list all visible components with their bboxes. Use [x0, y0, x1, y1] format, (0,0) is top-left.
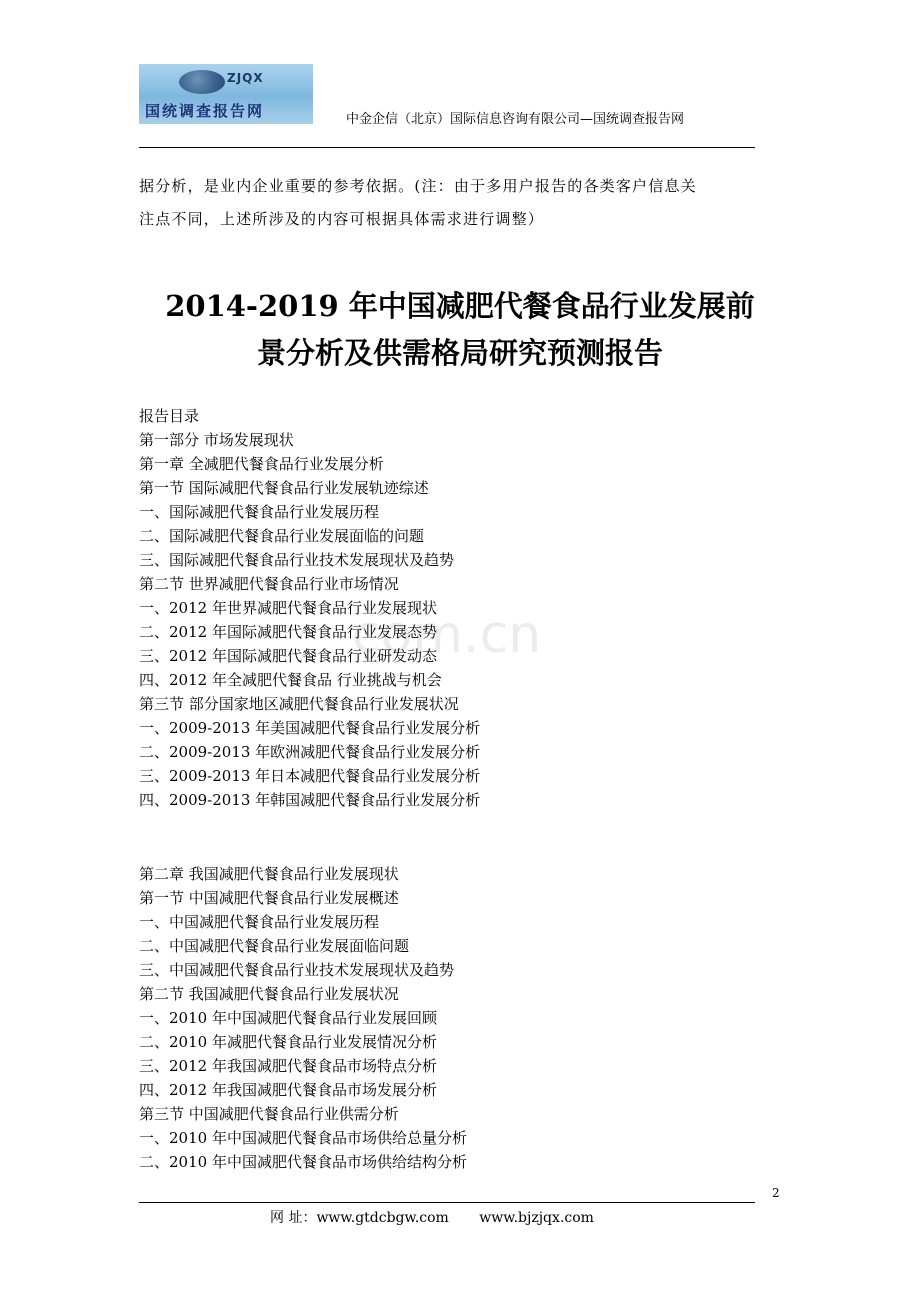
header-company-name: 中金企信（北京）国际信息咨询有限公司—国统调查报告网	[346, 112, 685, 127]
toc-line: 二、国际减肥代餐食品行业发展面临的问题	[139, 527, 425, 545]
toc-line: 一、中国减肥代餐食品行业发展历程	[139, 913, 380, 931]
toc-line: 第一章 全减肥代餐食品行业发展分析	[139, 455, 384, 473]
toc-line: 三、中国减肥代餐食品行业技术发展现状及趋势	[139, 961, 455, 979]
toc-line: 二、2010 年减肥代餐食品行业发展情况分析	[139, 1033, 437, 1051]
toc-line: 第一节 中国减肥代餐食品行业发展概述	[139, 889, 399, 907]
toc-line: 第二章 我国减肥代餐食品行业发展现状	[139, 865, 399, 883]
toc-line: 四、2012 年我国减肥代餐食品市场发展分析	[139, 1081, 437, 1099]
toc-line: 三、2009-2013 年日本减肥代餐食品行业发展分析	[139, 767, 481, 785]
toc-line: 一、国际减肥代餐食品行业发展历程	[139, 503, 380, 521]
watermark: com.cn	[352, 605, 542, 665]
toc-line: 二、2012 年国际减肥代餐食品行业发展态势	[139, 623, 437, 641]
logo-brand: ZJQX	[227, 71, 264, 85]
toc-line: 二、中国减肥代餐食品行业发展面临问题	[139, 937, 410, 955]
company-logo	[139, 64, 313, 124]
table-of-contents-part2	[139, 862, 759, 1174]
intro-paragraph	[139, 170, 759, 236]
toc-line: 一、2010 年中国减肥代餐食品市场供给总量分析	[139, 1129, 467, 1147]
toc-line: 二、2009-2013 年欧洲减肥代餐食品行业发展分析	[139, 743, 481, 761]
toc-line: 四、2012 年全减肥代餐食品 行业挑战与机会	[139, 671, 442, 689]
header-divider	[139, 147, 755, 148]
toc-line: 第三节 中国减肥代餐食品行业供需分析	[139, 1105, 399, 1123]
toc-line: 三、2012 年我国减肥代餐食品市场特点分析	[139, 1057, 437, 1075]
footer	[270, 1207, 620, 1227]
toc-line: 四、2009-2013 年韩国减肥代餐食品行业发展分析	[139, 791, 481, 809]
title-line: 2014-2019 年中国减肥代餐食品行业发展前	[165, 289, 755, 323]
intro-line: 注点不同，上述所涉及的内容可根据具体需求进行调整）	[139, 210, 545, 228]
globe-icon	[179, 70, 225, 94]
footer-divider	[139, 1202, 755, 1203]
toc-line: 第三节 部分国家地区减肥代餐食品行业发展状况	[139, 695, 459, 713]
toc-line: 三、国际减肥代餐食品行业技术发展现状及趋势	[139, 551, 455, 569]
intro-line: 据分析，是业内企业重要的参考依据。(注：由于多用户报告的各类客户信息关	[139, 177, 697, 195]
toc-line: 第二节 我国减肥代餐食品行业发展状况	[139, 985, 399, 1003]
title-line: 景分析及供需格局研究预测报告	[256, 336, 663, 370]
footer-url-secondary: www.bjzjqx.com	[479, 1210, 594, 1226]
toc-line: 第二节 世界减肥代餐食品行业市场情况	[139, 575, 399, 593]
toc-line: 报告目录	[139, 407, 200, 425]
page-number: 2	[772, 1186, 780, 1200]
report-title	[120, 283, 800, 377]
toc-line: 第一部分 市场发展现状	[139, 431, 294, 449]
toc-line: 第一节 国际减肥代餐食品行业发展轨迹综述	[139, 479, 429, 497]
toc-line: 一、2010 年中国减肥代餐食品行业发展回顾	[139, 1009, 437, 1027]
toc-line: 二、2010 年中国减肥代餐食品市场供给结构分析	[139, 1153, 467, 1171]
toc-line: 一、2009-2013 年美国减肥代餐食品行业发展分析	[139, 719, 481, 737]
footer-url-primary: 网 址：www.gtdcbgw.com	[270, 1210, 449, 1226]
toc-line: 一、2012 年世界减肥代餐食品行业发展现状	[139, 599, 437, 617]
logo-chinese-name: 国统调查报告网	[145, 102, 265, 120]
toc-line: 三、2012 年国际减肥代餐食品行业研发动态	[139, 647, 437, 665]
